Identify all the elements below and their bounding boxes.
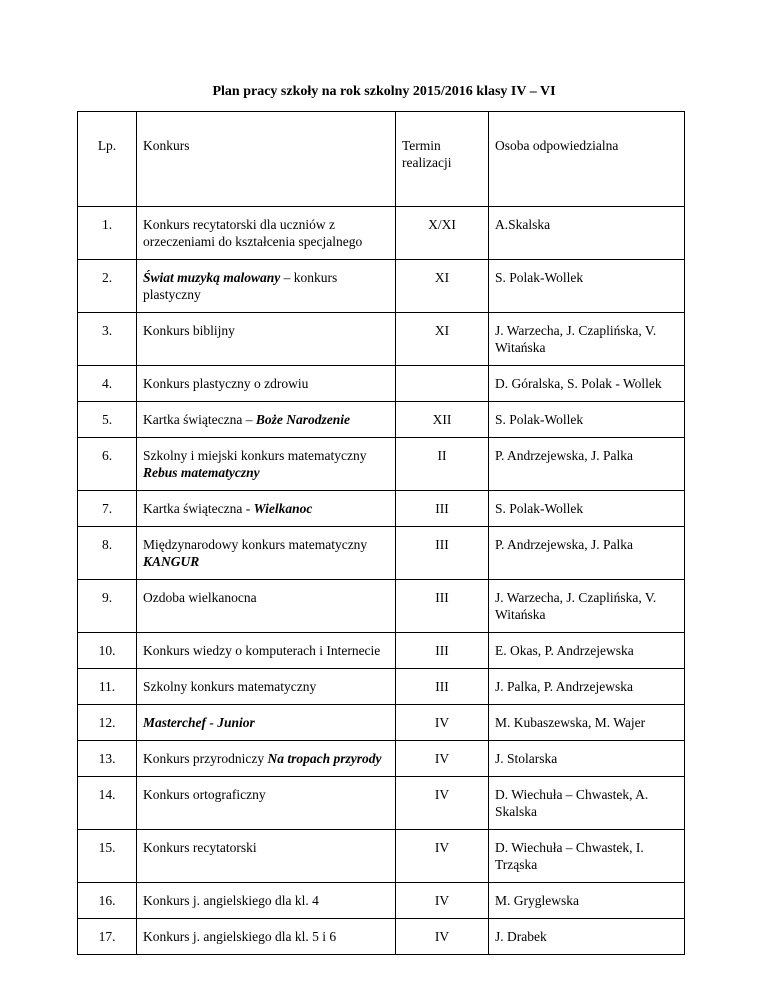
- row-termin: IV: [396, 777, 489, 830]
- table-row: [78, 491, 685, 527]
- row-lp: 4.: [78, 366, 137, 402]
- row-osoba: D. Wiechuła – Chwastek, A. Skalska: [489, 777, 685, 830]
- row-konkurs: [137, 633, 396, 669]
- row-osoba: P. Andrzejewska, J. Palka: [489, 438, 685, 491]
- konkurs-text: Międzynarodowy konkurs matematyczny: [143, 537, 368, 552]
- table-row: [78, 260, 685, 313]
- row-konkurs: [137, 207, 396, 260]
- row-konkurs: [137, 260, 396, 313]
- row-osoba: A.Skalska: [489, 207, 685, 260]
- row-osoba: J. Warzecha, J. Czaplińska, V. Witańska: [489, 313, 685, 366]
- konkurs-emphasis: Masterchef - Junior: [143, 715, 255, 730]
- row-lp: 17.: [78, 919, 137, 955]
- row-termin: III: [396, 580, 489, 633]
- row-konkurs: [137, 580, 396, 633]
- row-lp: 8.: [78, 527, 137, 580]
- row-konkurs: [137, 919, 396, 955]
- table-row: [78, 741, 685, 777]
- table-row: [78, 883, 685, 919]
- document-title: Plan pracy szkoły na rok szkolny 2015/2016 klasy IV – VI: [212, 84, 556, 99]
- row-konkurs: [137, 883, 396, 919]
- table-body: [78, 112, 685, 955]
- row-osoba: E. Okas, P. Andrzejewska: [489, 633, 685, 669]
- row-termin: X/XI: [396, 207, 489, 260]
- konkurs-text: Ozdoba wielkanocna: [143, 590, 257, 605]
- row-termin: IV: [396, 741, 489, 777]
- table-row: [78, 580, 685, 633]
- row-lp: 7.: [78, 491, 137, 527]
- konkurs-emphasis: Na tropach przyrody: [267, 751, 382, 766]
- row-termin: IV: [396, 883, 489, 919]
- row-osoba: J. Drabek: [489, 919, 685, 955]
- table-row: [78, 705, 685, 741]
- row-lp: 14.: [78, 777, 137, 830]
- row-termin: XI: [396, 313, 489, 366]
- konkurs-text: Konkurs recytatorski: [143, 840, 257, 855]
- row-lp: 12.: [78, 705, 137, 741]
- table-row: [78, 633, 685, 669]
- contest-plan-table: [77, 111, 685, 955]
- row-konkurs: [137, 491, 396, 527]
- row-konkurs: [137, 366, 396, 402]
- table-row: [78, 527, 685, 580]
- konkurs-emphasis: Boże Narodzenie: [255, 412, 350, 427]
- row-lp: 6.: [78, 438, 137, 491]
- table-row: [78, 777, 685, 830]
- konkurs-emphasis: Rebus matematyczny: [143, 465, 260, 480]
- konkurs-text: Konkurs j. angielskiego dla kl. 4: [143, 893, 319, 908]
- row-lp: 9.: [78, 580, 137, 633]
- konkurs-text: Szkolny konkurs matematyczny: [143, 679, 317, 694]
- header-osoba: Osoba odpowiedzialna: [489, 112, 685, 207]
- row-osoba: J. Palka, P. Andrzejewska: [489, 669, 685, 705]
- header-lp: Lp.: [78, 112, 137, 207]
- row-lp: 10.: [78, 633, 137, 669]
- konkurs-text: Konkurs plastyczny o zdrowiu: [143, 376, 309, 391]
- konkurs-text: Konkurs recytatorski dla uczniów z orzeczeniami do kształcenia specjalnego: [143, 217, 363, 249]
- konkurs-text: Konkurs j. angielskiego dla kl. 5 i 6: [143, 929, 337, 944]
- header-konkurs: Konkurs: [137, 112, 396, 207]
- row-konkurs: [137, 705, 396, 741]
- konkurs-text: Szkolny i miejski konkurs matematyczny: [143, 448, 367, 463]
- row-konkurs: [137, 777, 396, 830]
- row-termin: II: [396, 438, 489, 491]
- table-row: [78, 919, 685, 955]
- row-osoba: M. Kubaszewska, M. Wajer: [489, 705, 685, 741]
- row-konkurs: [137, 527, 396, 580]
- row-lp: 16.: [78, 883, 137, 919]
- row-osoba: S. Polak-Wollek: [489, 491, 685, 527]
- row-termin: IV: [396, 705, 489, 741]
- row-termin: III: [396, 669, 489, 705]
- konkurs-emphasis: Świat muzyką malowany: [143, 270, 281, 285]
- row-lp: 1.: [78, 207, 137, 260]
- konkurs-text-suffix: – konkurs plastyczny: [143, 270, 338, 302]
- table-row: [78, 366, 685, 402]
- konkurs-text: Kartka świąteczna -: [143, 501, 254, 516]
- table-row: [78, 313, 685, 366]
- table-row: [78, 669, 685, 705]
- table-row: [78, 207, 685, 260]
- row-osoba: D. Góralska, S. Polak - Wollek: [489, 366, 685, 402]
- row-konkurs: [137, 438, 396, 491]
- table-row: [78, 830, 685, 883]
- konkurs-text: Konkurs wiedzy o komputerach i Internecie: [143, 643, 381, 658]
- row-lp: 11.: [78, 669, 137, 705]
- row-konkurs: [137, 402, 396, 438]
- row-termin: III: [396, 633, 489, 669]
- row-osoba: D. Wiechuła – Chwastek, I. Trząska: [489, 830, 685, 883]
- row-konkurs: [137, 830, 396, 883]
- konkurs-text: Kartka świąteczna –: [143, 412, 256, 427]
- konkurs-emphasis: KANGUR: [143, 554, 200, 569]
- row-lp: 5.: [78, 402, 137, 438]
- table-header-row: [78, 112, 685, 207]
- row-osoba: J. Stolarska: [489, 741, 685, 777]
- row-termin: XII: [396, 402, 489, 438]
- row-lp: 15.: [78, 830, 137, 883]
- row-termin: III: [396, 491, 489, 527]
- table-row: [78, 438, 685, 491]
- header-termin: Termin realizacji: [396, 112, 489, 207]
- row-osoba: J. Warzecha, J. Czaplińska, V. Witańska: [489, 580, 685, 633]
- row-osoba: S. Polak-Wollek: [489, 402, 685, 438]
- konkurs-emphasis: Wielkanoc: [253, 501, 313, 516]
- konkurs-text: Konkurs przyrodniczy: [143, 751, 268, 766]
- row-termin: IV: [396, 919, 489, 955]
- row-termin: [396, 366, 489, 402]
- row-osoba: M. Gryglewska: [489, 883, 685, 919]
- konkurs-text: Konkurs ortograficzny: [143, 787, 266, 802]
- row-lp: 3.: [78, 313, 137, 366]
- row-osoba: P. Andrzejewska, J. Palka: [489, 527, 685, 580]
- row-termin: III: [396, 527, 489, 580]
- row-konkurs: [137, 741, 396, 777]
- row-lp: 2.: [78, 260, 137, 313]
- konkurs-text: Konkurs biblijny: [143, 323, 235, 338]
- row-konkurs: [137, 669, 396, 705]
- row-termin: IV: [396, 830, 489, 883]
- row-termin: XI: [396, 260, 489, 313]
- row-lp: 13.: [78, 741, 137, 777]
- table-row: [78, 402, 685, 438]
- row-konkurs: [137, 313, 396, 366]
- row-osoba: S. Polak-Wollek: [489, 260, 685, 313]
